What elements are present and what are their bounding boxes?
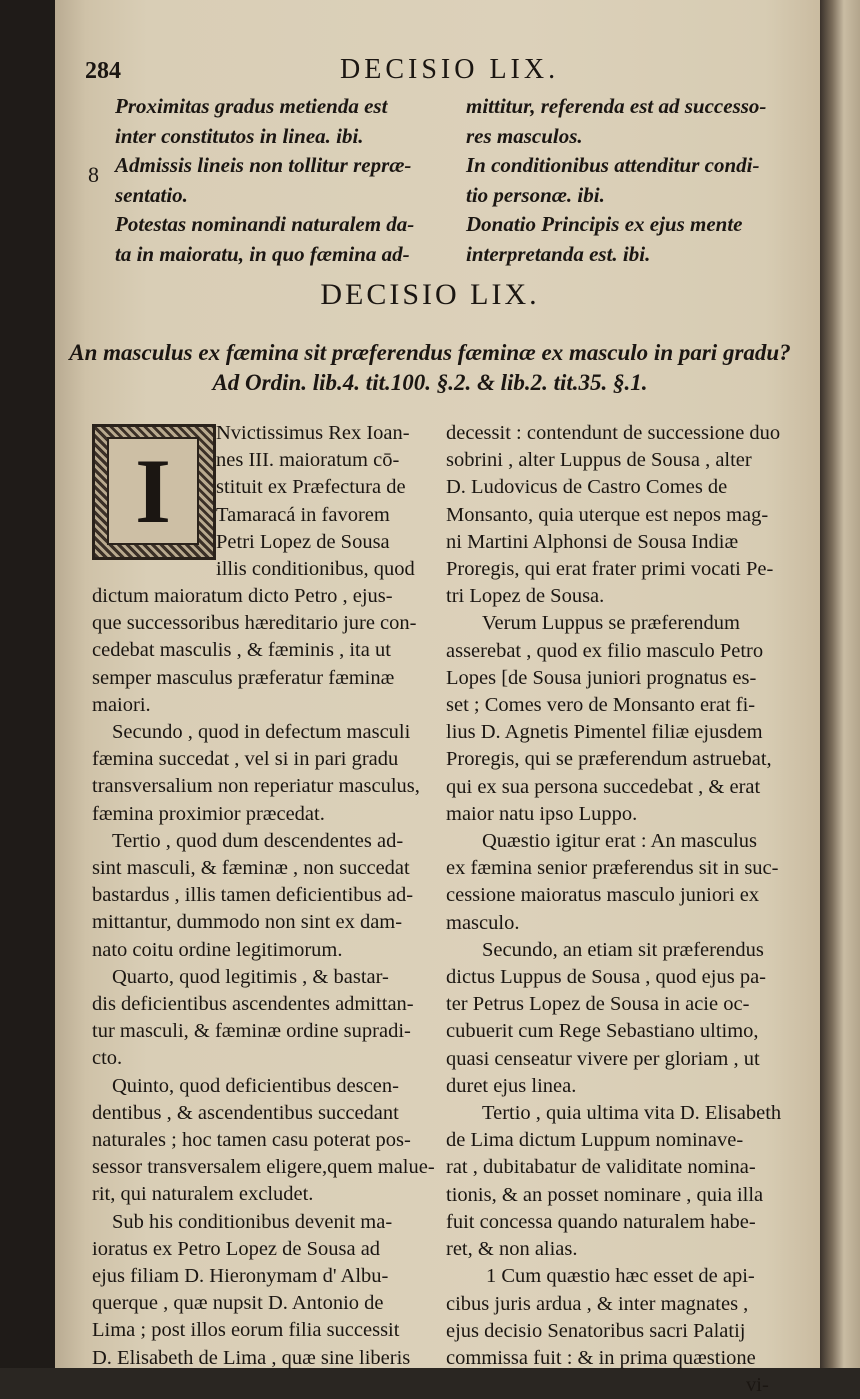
text-line: ioratus ex Petro Lopez de Sousa ad <box>92 1237 381 1260</box>
text-line: Secundo, an etiam sit præferendus <box>482 938 764 961</box>
initial-letter: I <box>135 440 171 542</box>
text-line: Proregis, qui se præferendum astruebat, <box>446 748 772 771</box>
text-line: cto. <box>92 1047 123 1070</box>
text-line: Secundo , quod in defectum masculi <box>112 721 411 744</box>
text-line: Nvictissimus Rex Ioan- <box>216 422 410 444</box>
text-line: Tertio , quod dum descendentes ad- <box>112 829 404 852</box>
right-column <box>446 420 781 1399</box>
text-line: quasi censeatur vivere per gloriam , ut <box>446 1047 760 1070</box>
text-line: lius D. Agnetis Pimentel filiæ ejusdem <box>446 721 763 744</box>
summary-line: tio personæ. ibi. <box>466 182 605 207</box>
summary-line: ta in maioratu, in quo fæmina ad- <box>115 241 410 266</box>
text-line: D. Ludovicus de Castro Comes de <box>446 476 728 499</box>
text-line: stituit ex Præfectura de <box>216 476 406 499</box>
text-line: D. Elisabeth de Lima , quæ sine liberis <box>92 1346 411 1369</box>
text-line: 1 Cum quæstio hæc esset de api- <box>486 1265 755 1288</box>
summary-line: interpretanda est. ibi. <box>466 241 651 266</box>
text-line: dictum maioratum dicto Petro , ejus- <box>92 585 393 607</box>
text-line: Monsanto, quia uterque est nepos mag- <box>446 503 769 526</box>
text-line: ejus decisio Senatoribus sacri Palatij <box>446 1319 746 1342</box>
text-line: masculo. <box>446 911 520 934</box>
text-line: rat , dubitabatur de validitate nomina- <box>446 1156 756 1179</box>
text-line: duret ejus linea. <box>446 1074 577 1097</box>
margin-number: 8 <box>88 162 99 187</box>
text-line: ejus filiam D. Hieronymam d' Albu- <box>92 1265 389 1288</box>
text-line: cubuerit cum Rege Sebastiano ultimo, <box>446 1020 759 1043</box>
text-line: asserebat , quod ex filio masculo Petro <box>446 639 764 662</box>
text-line: maiori. <box>92 693 151 716</box>
text-line: tri Lopez de Sousa. <box>446 585 605 608</box>
text-line: fuit concessa quando naturalem habe- <box>446 1210 756 1233</box>
text-line: Quarto, quod legitimis , & bastar- <box>112 965 389 988</box>
catchword: vi- <box>746 1374 769 1397</box>
text-line: dentibus , & ascendentibus succedant <box>92 1101 399 1124</box>
text-line: de Lima dictum Luppum nominave- <box>446 1129 744 1152</box>
text-line: Quæstio igitur erat : An masculus <box>482 830 758 853</box>
text-line: qui ex sua persona succedebat , & erat <box>446 775 761 798</box>
text-line: fæmina succedat , vel si in pari gradu <box>92 748 399 771</box>
text-line: mittantur, dummodo non sint ex dam- <box>92 911 403 934</box>
summary-line: Donatio Principis ex ejus mente <box>466 212 743 236</box>
text-line: sobrini , alter Luppus de Sousa , alter <box>446 449 752 472</box>
text-line: cedebat masculis , & fæminis , ita ut <box>92 639 391 662</box>
page-fold-edge <box>820 0 860 1368</box>
text-line: Proregis, qui erat frater primi vocati Pe- <box>446 558 774 581</box>
left-column-top <box>216 420 415 583</box>
summary-line: Admissis lineis non tollitur repræ- <box>115 153 412 177</box>
text-line: Tertio , quia ultima vita D. Elisabeth <box>482 1102 782 1125</box>
text-line: illis conditionibus, quod <box>216 558 415 581</box>
summary-line: inter constitutos in linea. ibi. <box>115 123 364 148</box>
question-line-2: Ad Ordin. lib.4. tit.100. §.2. & lib.2. tit.35. §.1. <box>212 370 648 395</box>
text-line: Petri Lopez de Sousa <box>216 530 390 553</box>
summary-line: Potestas nominandi naturalem da- <box>115 212 415 236</box>
text-line: sint masculi, & fæminæ , non succedat <box>92 857 410 880</box>
text-line: sessor transversalem eligere,quem malue- <box>92 1156 435 1179</box>
text-line: que successoribus hæreditario jure con- <box>92 612 417 635</box>
text-line: dis deficientibus ascendentes admittan- <box>92 993 414 1016</box>
summary-right <box>466 92 766 269</box>
text-line: naturales ; hoc tamen casu poterat pos- <box>92 1129 411 1152</box>
text-line: commissa fuit : & in prima quæstione <box>446 1346 756 1369</box>
summary-left <box>115 92 414 269</box>
text-line: tur masculi, & fæminæ ordine supradi- <box>92 1020 411 1043</box>
summary-line: Proximitas gradus metienda est <box>115 94 388 118</box>
summary-line: res masculos. <box>466 123 583 148</box>
running-title: DECISIO LIX. <box>340 54 560 85</box>
summary-line: mittitur, referenda est ad successo- <box>466 94 767 118</box>
summary-line: In conditionibus attenditur condi- <box>466 153 760 177</box>
page-number: 284 <box>85 58 121 84</box>
text-line: transversalium non reperiatur masculus, <box>92 775 420 798</box>
summary-line: sentatio. <box>115 182 188 207</box>
left-column-body <box>92 583 435 1372</box>
question-line-1: An masculus ex fæmina sit præferendus fæminæ ex masculo in pari gradu? <box>69 340 791 365</box>
decision-title: DECISIO LIX. <box>320 278 540 311</box>
text-line: bastardus , illis tamen deficientibus ad- <box>92 884 414 907</box>
text-line: dictus Luppus de Sousa , quod ejus pa- <box>446 966 766 989</box>
text-line: nato coitu ordine legitimorum. <box>92 938 343 961</box>
text-line: fæmina proximior præcedat. <box>92 802 325 825</box>
text-line: semper masculus præferatur fæminæ <box>92 666 395 689</box>
text-line: nes III. maioratum cō- <box>216 449 400 472</box>
text-line: Tamaracá in favorem <box>216 503 390 526</box>
running-header <box>85 52 785 92</box>
text-line: cessione maioratus masculo juniori ex <box>446 884 760 907</box>
decorative-initial <box>92 424 216 560</box>
text-line: querque , quæ nupsit D. Antonio de <box>92 1292 384 1315</box>
text-line: maior natu ipso Luppo. <box>446 802 638 825</box>
text-line: cibus juris ardua , & inter magnates , <box>446 1292 749 1315</box>
text-line: Sub his conditionibus devenit ma- <box>112 1210 393 1233</box>
text-line: Lima ; post illos eorum filia successit <box>92 1319 400 1342</box>
text-line: Lopes [de Sousa juniori prognatus es- <box>446 666 757 689</box>
text-line: Verum Luppus se præferendum <box>482 612 740 635</box>
text-line: ter Petrus Lopez de Sousa in acie oc- <box>446 993 750 1016</box>
text-line: ret, & non alias. <box>446 1238 578 1261</box>
text-line: decessit : contendunt de successione duo <box>446 422 781 444</box>
text-line: rit, qui naturalem excludet. <box>92 1183 314 1206</box>
text-line: ni Martini Alphonsi de Sousa Indiæ <box>446 530 739 553</box>
text-line: tionis, & an posset nominare , quia illa <box>446 1183 764 1206</box>
text-line: set ; Comes vero de Monsanto erat fi- <box>446 694 756 717</box>
text-line: Quinto, quod deficientibus descen- <box>112 1074 399 1097</box>
text-line: ex fæmina senior præferendus sit in suc- <box>446 857 779 880</box>
